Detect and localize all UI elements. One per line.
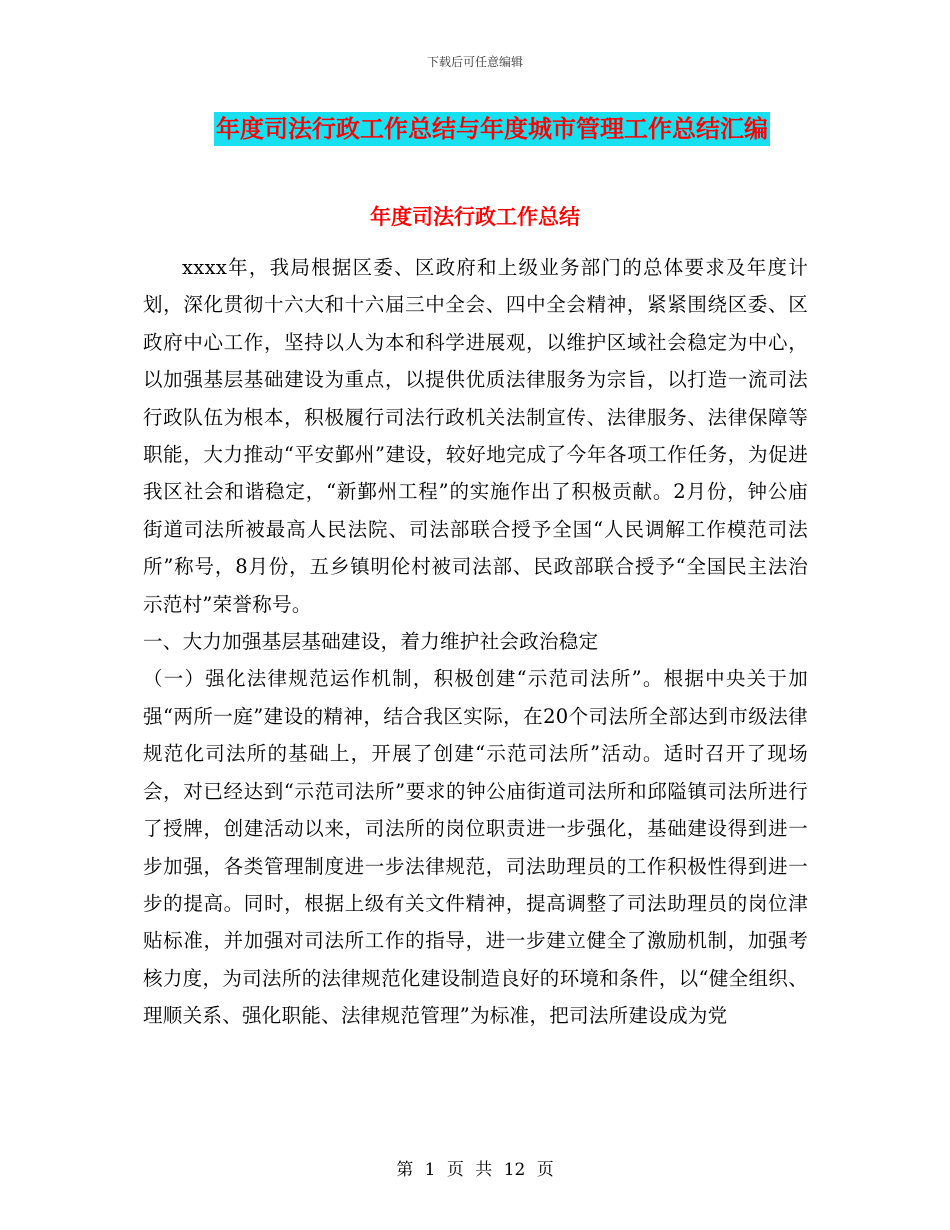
- paragraph-intro: xxxx年，我局根据区委、区政府和上级业务部门的总体要求及年度计划，深化贯彻十六大和十六届三中全会、四中全会精神，紧紧围绕区委、区政府中心工作，坚持以人为本和科学进展观，以维护区域社会稳定为中心，以加强基层基础建设为重点，以提供优质法律服务为宗旨，以打造一流司法行政队伍为根本，积极履行司法行政机关法制宣传、法律服务、法律保障等职能，大力推动“平安鄞州”建设，较好地完成了今年各项工作任务，为促进我区社会和谐稳定，“新鄞州工程”的实施作出了积极贡献。2月份，钟公庙街道司法所被最高人民法院、司法部联合授予全国“人民调解工作模范司法所”称号，8月份，五乡镇明伦村被司法部、民政部联合授予“全国民主法治示范村”荣誉称号。: [143, 256, 808, 616]
- paragraph-section-one-item-one: （一）强化法律规范运作机制，积极创建“示范司法所”。根据中央关于加强“两所一庭”建设的精神，结合我区实际，在20个司法所全部达到市级法律规范化司法所的基础上，开展了创建“示范司法所”活动。适时召开了现场会，对已经达到“示范司法所”要求的钟公庙街道司法所和邱隘镇司法所进行了授牌，创建活动以来，司法所的岗位职责进一步强化，基础建设得到进一步加强，各类管理制度进一步法律规范，司法助理员的工作积极性得到进一步的提高。同时，根据上级有关文件精神，提高调整了司法助理员的岗位津贴标准，并加强对司法所工作的指导，进一步建立健全了激励机制，加强考核力度，为司法所的法律规范化建设制造良好的环境和条件，以“健全组织、理顺关系、强化职能、法律规范管理”为标准，把司法所建设成为党: [143, 667, 808, 1028]
- main-title-wrap: [0, 112, 950, 146]
- page-footer: 第 1 页 共 12 页: [396, 1160, 554, 1180]
- section-title: 年度司法行政工作总结: [370, 204, 580, 229]
- body-text: [143, 249, 808, 1035]
- main-title: 年度司法行政工作总结与年度城市管理工作总结汇编: [214, 112, 770, 146]
- page-header-note: 下载后可任意编辑: [426, 55, 523, 69]
- heading-section-one: 一、大力加强基层基础建设，着力维护社会政治稳定: [143, 630, 599, 654]
